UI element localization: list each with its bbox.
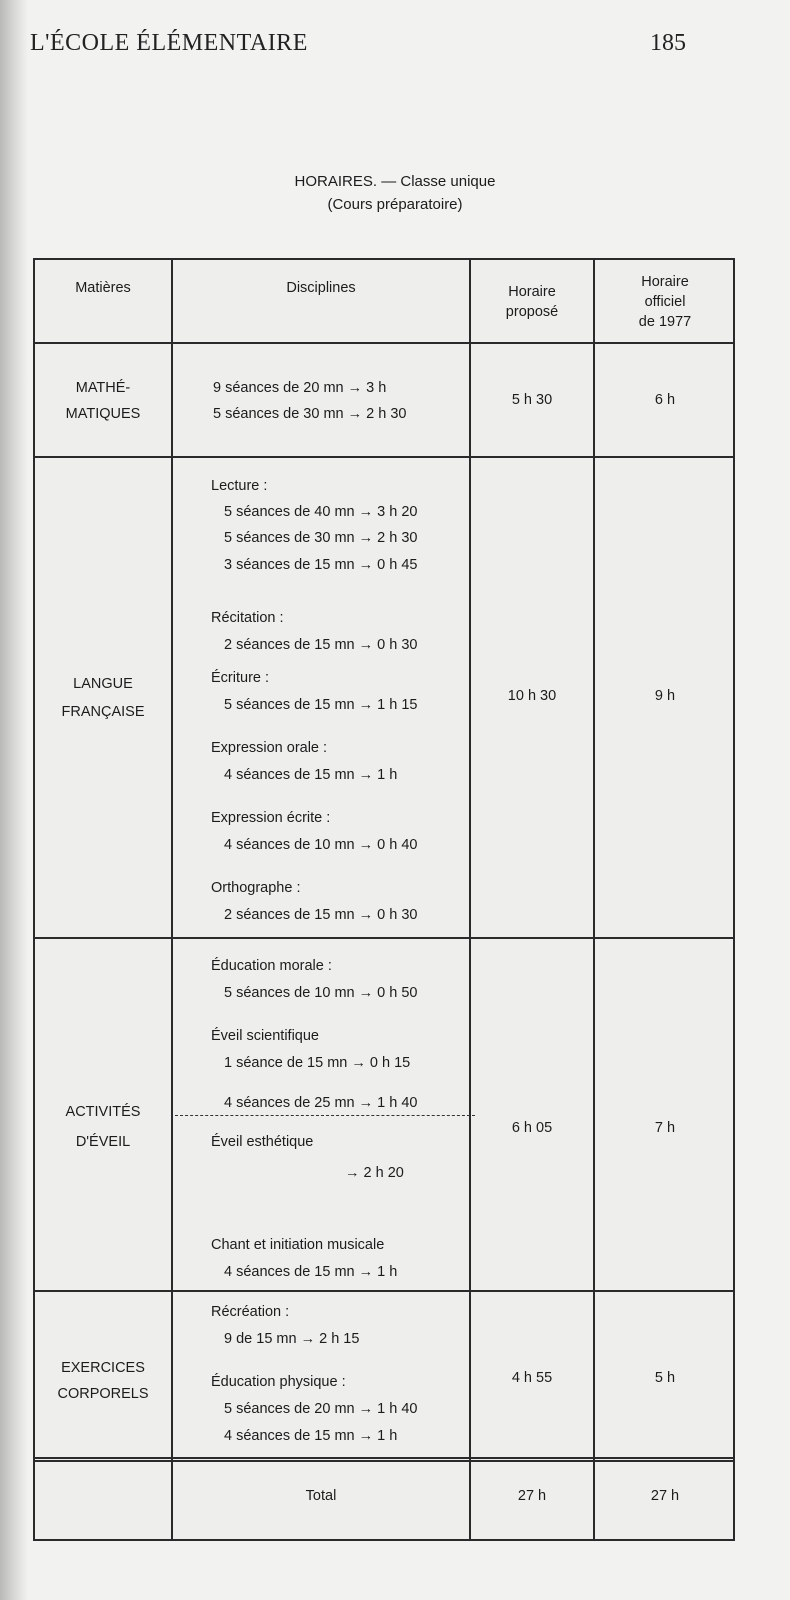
discipline-line: 9 séances de 20 mn → 3 h — [213, 380, 387, 396]
matiere-label: MATHÉ- — [75, 380, 131, 396]
discipline-line: 5 séances de 30 mn → 2 h 30 — [224, 530, 418, 546]
discipline-line: 9 de 15 mn → 2 h 15 — [224, 1331, 360, 1347]
column-rule — [171, 260, 173, 1539]
table-title: HORAIRES. — Classe unique — [294, 173, 496, 190]
discipline-line: 4 séances de 15 mn → 1 h — [224, 767, 398, 783]
horaire-officiel: 7 h — [654, 1120, 676, 1136]
row-rule — [35, 937, 733, 939]
horaire-officiel: 9 h — [654, 688, 676, 704]
total-label: Total — [305, 1488, 337, 1504]
column-rule — [469, 260, 471, 1539]
horaire-propose: 10 h 30 — [507, 688, 557, 704]
running-title: L'ÉCOLE ÉLÉMENTAIRE — [30, 30, 308, 56]
header-horaire-officiel-3: de 1977 — [638, 314, 692, 330]
dashed-separator — [175, 1115, 475, 1116]
horaire-propose: 4 h 55 — [511, 1370, 553, 1386]
discipline-heading: Écriture : — [211, 670, 270, 686]
discipline-line: 5 séances de 40 mn → 3 h 20 — [224, 504, 418, 520]
column-rule — [593, 260, 595, 1539]
row-rule — [35, 1460, 733, 1462]
header-horaire-officiel-1: Horaire — [641, 274, 689, 290]
header-matieres: Matières — [75, 280, 131, 296]
discipline-heading: Éveil scientifique — [211, 1028, 319, 1044]
discipline-heading: Éducation morale : — [211, 958, 332, 974]
horaire-propose: 6 h 05 — [511, 1120, 553, 1136]
discipline-line: → 2 h 20 — [345, 1165, 404, 1181]
total-officiel: 27 h — [650, 1488, 680, 1504]
discipline-line: 2 séances de 15 mn → 0 h 30 — [224, 907, 418, 923]
discipline-line: 1 séance de 15 mn → 0 h 15 — [224, 1055, 411, 1071]
matiere-label: EXERCICES — [61, 1360, 145, 1376]
row-rule — [35, 456, 733, 458]
page-binding-shadow — [0, 0, 28, 1600]
discipline-heading: Chant et initiation musicale — [211, 1237, 385, 1253]
discipline-line: 5 séances de 20 mn → 1 h 40 — [224, 1401, 418, 1417]
horaire-officiel: 6 h — [654, 392, 676, 408]
discipline-heading: Éveil esthétique — [211, 1134, 314, 1150]
discipline-heading: Éducation physique : — [211, 1374, 346, 1390]
discipline-heading: Récitation : — [211, 610, 284, 626]
discipline-heading: Expression écrite : — [211, 810, 331, 826]
table-subtitle: (Cours préparatoire) — [327, 196, 463, 213]
discipline-heading: Orthographe : — [211, 880, 301, 896]
matiere-label: MATIQUES — [65, 406, 141, 422]
discipline-heading: Récréation : — [211, 1304, 290, 1320]
matiere-label: ACTIVITÉS — [65, 1104, 141, 1120]
matiere-label: CORPORELS — [57, 1386, 149, 1402]
discipline-line: 5 séances de 15 mn → 1 h 15 — [224, 697, 418, 713]
discipline-heading: Expression orale : — [211, 740, 328, 756]
row-rule — [35, 342, 733, 344]
discipline-line: 4 séances de 25 mn → 1 h 40 — [224, 1095, 418, 1111]
horaire-officiel: 5 h — [654, 1370, 676, 1386]
row-rule — [35, 1290, 733, 1292]
header-horaire-propose-1: Horaire — [508, 284, 556, 300]
header-horaire-officiel-2: officiel — [644, 294, 686, 310]
discipline-line: 4 séances de 10 mn → 0 h 40 — [224, 837, 418, 853]
matiere-label: LANGUE — [73, 676, 133, 692]
page-number: 185 — [650, 30, 686, 56]
discipline-line: 2 séances de 15 mn → 0 h 30 — [224, 637, 418, 653]
discipline-line: 4 séances de 15 mn → 1 h — [224, 1428, 398, 1444]
discipline-line: 3 séances de 15 mn → 0 h 45 — [224, 557, 418, 573]
header-horaire-propose-2: proposé — [505, 304, 559, 320]
schedule-table — [33, 258, 735, 1541]
row-rule — [35, 1457, 733, 1459]
discipline-heading: Lecture : — [211, 478, 268, 494]
discipline-line: 4 séances de 15 mn → 1 h — [224, 1264, 398, 1280]
matiere-label: FRANÇAISE — [61, 704, 145, 720]
header-disciplines: Disciplines — [286, 280, 356, 296]
discipline-line: 5 séances de 10 mn → 0 h 50 — [224, 985, 418, 1001]
horaire-propose: 5 h 30 — [511, 392, 553, 408]
discipline-line: 5 séances de 30 mn → 2 h 30 — [213, 406, 407, 422]
matiere-label: D'ÉVEIL — [75, 1134, 131, 1150]
total-propose: 27 h — [517, 1488, 547, 1504]
